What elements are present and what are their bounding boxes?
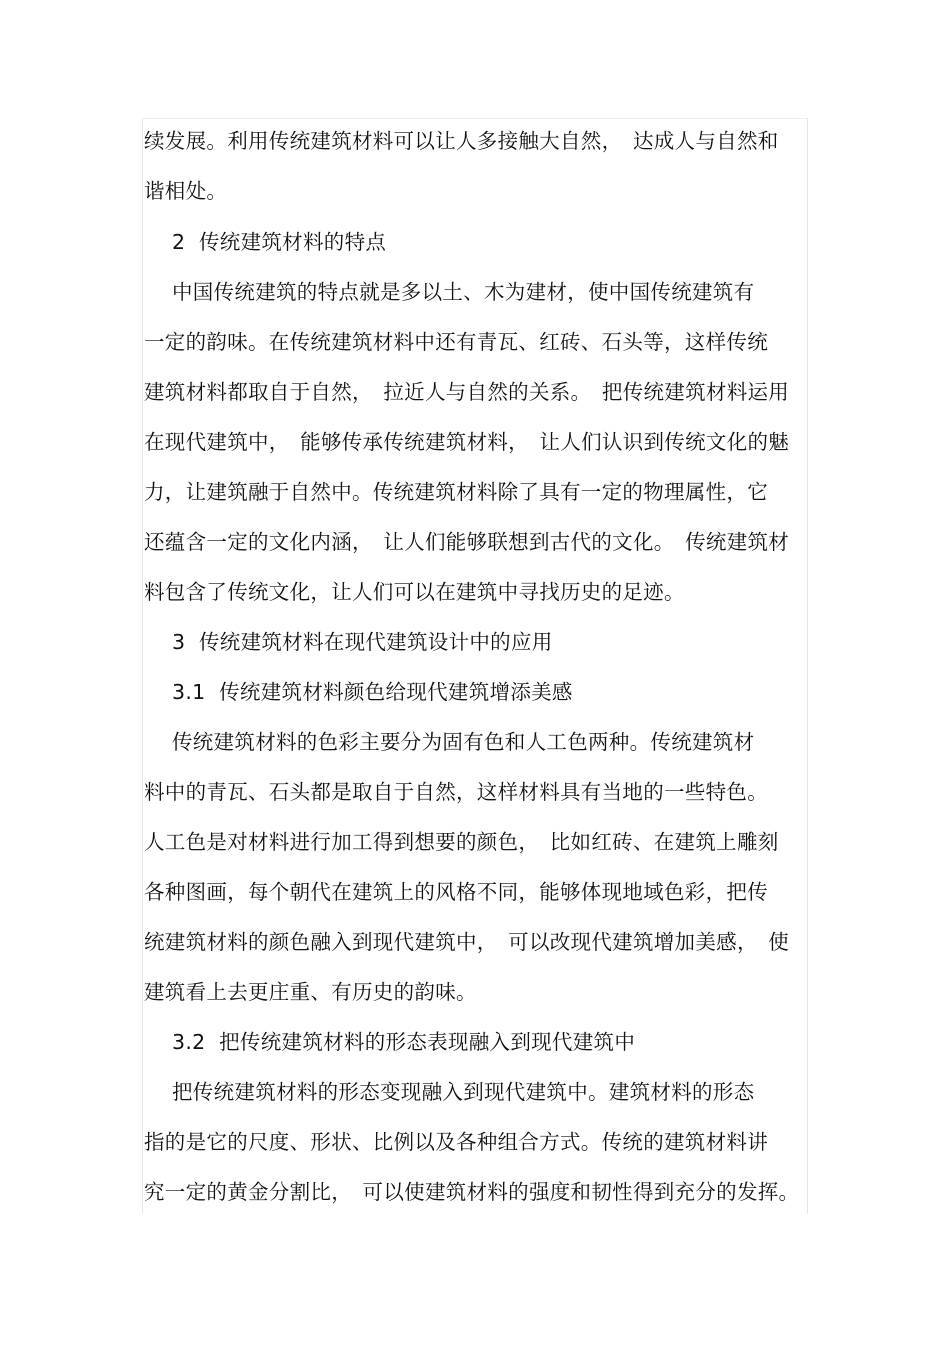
text-line: 续发展。利用传统建筑材料可以让人多接触大自然， 达成人与自然和 bbox=[144, 129, 779, 153]
text-line: 力，让建筑融于自然中。传统建筑材料除了具有一定的物理属性，它 bbox=[144, 480, 768, 504]
text-line: 谐相处。 bbox=[144, 179, 228, 203]
text-line: 建筑看上去更庄重、有历史的韵味。 bbox=[144, 980, 477, 1004]
section-heading: 2 传统建筑材料的特点 bbox=[172, 230, 387, 254]
paragraph-first-line: 把传统建筑材料的形态变现融入到现代建筑中。建筑材料的形态 bbox=[172, 1080, 755, 1104]
text-line: 指的是它的尺度、形状、比例以及各种组合方式。传统的建筑材料讲 bbox=[144, 1130, 768, 1154]
text-line: 统建筑材料的颜色融入到现代建筑中， 可以改现代建筑增加美感， 使 bbox=[144, 930, 790, 954]
text-line: 人工色是对材料进行加工得到想要的颜色， 比如红砖、在建筑上雕刻 bbox=[144, 830, 779, 854]
text-line: 在现代建筑中， 能够传承传统建筑材料， 让人们认识到传统文化的魅 bbox=[144, 430, 790, 454]
text-line: 还蕴含一定的文化内涵， 让人们能够联想到古代的文化。 传统建筑材 bbox=[144, 530, 790, 554]
subsection-heading: 3.2 把传统建筑材料的形态表现融入到现代建筑中 bbox=[172, 1030, 636, 1054]
text-line: 建筑材料都取自于自然， 拉近人与自然的关系。 把传统建筑材料运用 bbox=[144, 380, 790, 404]
subsection-heading: 3.1 传统建筑材料颜色给现代建筑增添美感 bbox=[172, 680, 573, 704]
section-heading: 3 传统建筑材料在现代建筑设计中的应用 bbox=[172, 630, 553, 654]
text-line: 究一定的黄金分割比， 可以使建筑材料的强度和韧性得到充分的发挥。 bbox=[144, 1180, 800, 1204]
text-line: 一定的韵味。在传统建筑材料中还有青瓦、红砖、石头等，这样传统 bbox=[144, 330, 768, 354]
paragraph-first-line: 传统建筑材料的色彩主要分为固有色和人工色两种。传统建筑材 bbox=[172, 730, 755, 754]
text-line: 料中的青瓦、石头都是取自于自然，这样材料具有当地的一些特色。 bbox=[144, 780, 768, 804]
paragraph-first-line: 中国传统建筑的特点就是多以土、木为建材，使中国传统建筑有 bbox=[172, 280, 755, 304]
text-line: 各种图画，每个朝代在建筑上的风格不同，能够体现地域色彩，把传 bbox=[144, 880, 768, 904]
text-line: 料包含了传统文化，让人们可以在建筑中寻找历史的足迹。 bbox=[144, 580, 685, 604]
